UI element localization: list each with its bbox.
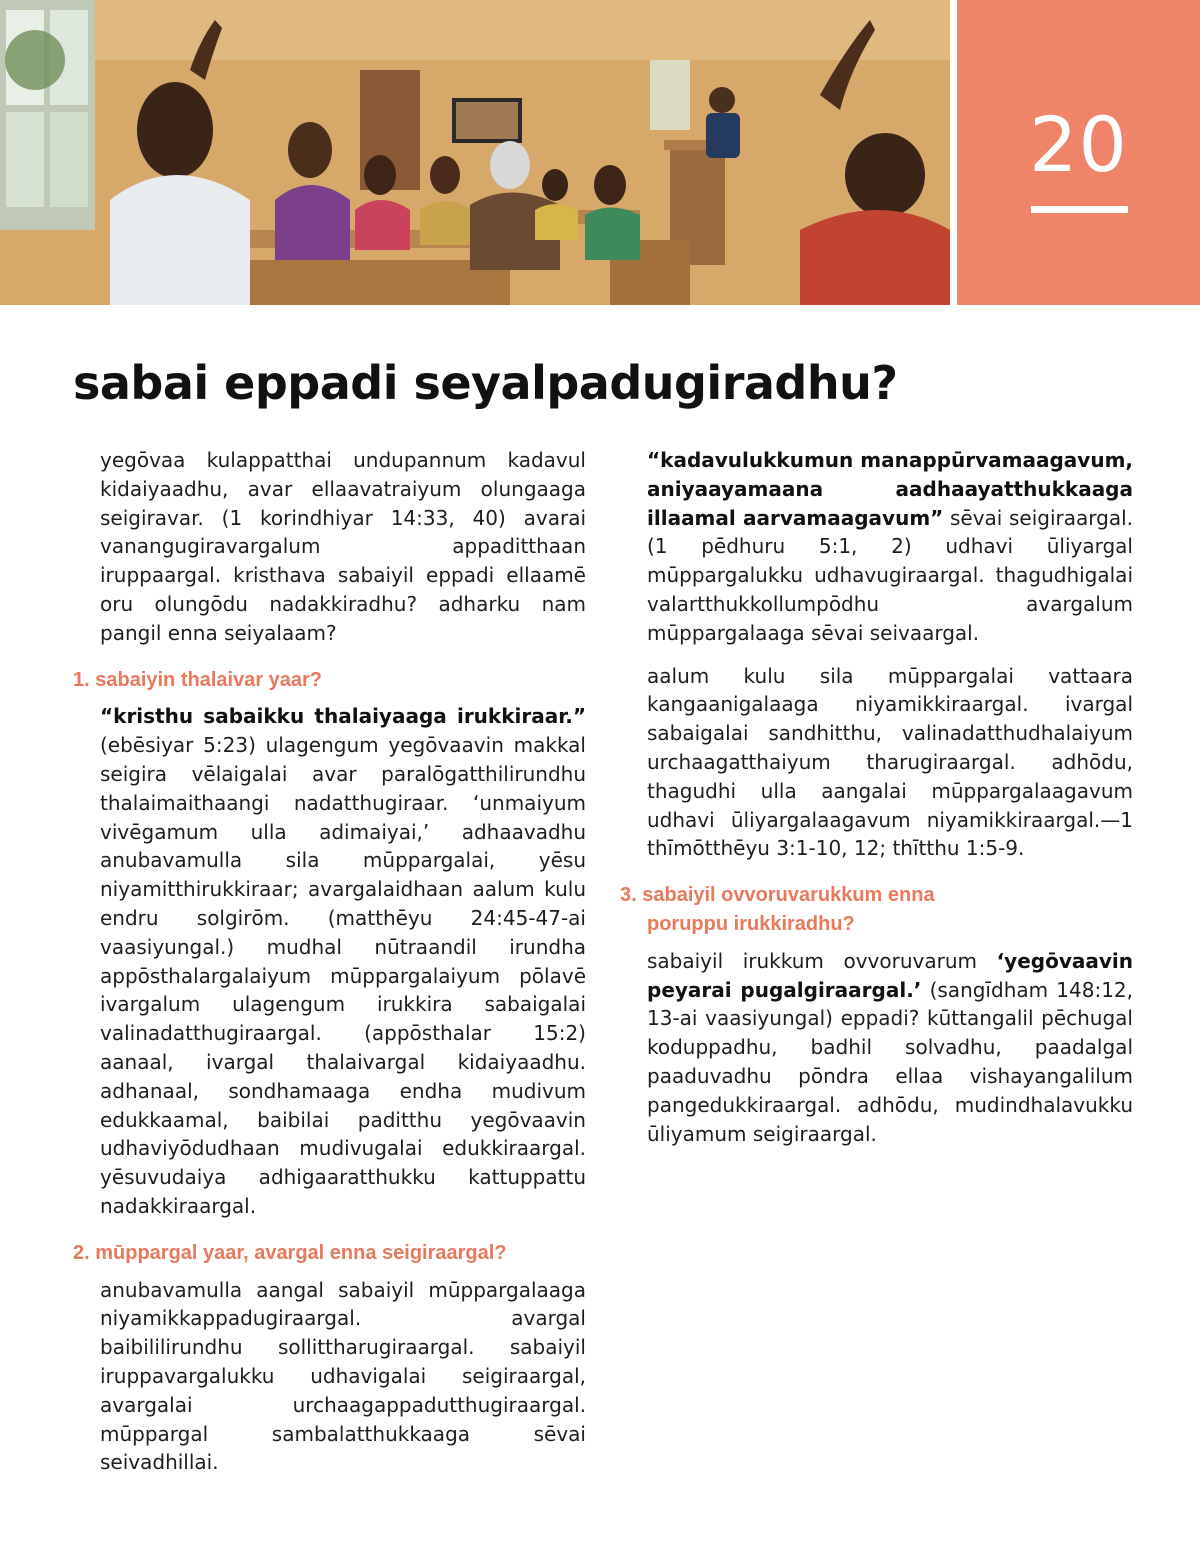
question-2-paragraph-start: anubavamulla aangal sabaiyil mūppargalaaga niyamikkappadugiraargal. avargal baibililirundhu sollittharugiraargal. sabaiyil iruppavargalukku udhavigalai seigiraargal, avargalai urchaagappadutthugiraargal. mūppargal sambalatthukkaaga sēvai seivadhillai. (100, 1277, 586, 1475)
question-3-heading-line2: poruppu irukkiradhu? (647, 912, 855, 935)
question-1-heading: 1. sabaiyin thalaivar yaar? (73, 668, 323, 691)
congregation-meeting-photo (0, 0, 950, 305)
question-1-paragraph (73, 702, 586, 1220)
right-column (620, 446, 1133, 1148)
intro-paragraph: yegōvaa kulappatthai undupannum kadavul kidaiyaadhu, avar ellaavatraiyum olungaaga seigiravar. (1 korindhiyar 14:33, 40) avarai vanangugiravargalum appaditthaan iruppaargal. kristhava sabaiyil eppadi ellaamē oru olungōdu nadakkiradhu? adharku nam pangil enna seiyalaam? (100, 448, 586, 645)
question-2-bold-quote: “kadavulukkumun manappūrvamaagavum, aniyaayamaana aadhaayatthukkaaga illaamal aarvamaagavum” (647, 448, 1133, 530)
question-3-heading (620, 881, 1133, 939)
lesson-number: 20 (1029, 100, 1128, 189)
page-title: sabai eppadi seyalpadugiradhu? (73, 356, 898, 410)
question-3-bold-quote: ‘yegōvaavin peyarai pugalgiraargal.’ (647, 948, 1133, 1002)
question-1-body: (ebēsiyar 5:23) ulagengum yegōvaavin makkal seigira vēlaigalai avar paralōgatthilirundhu thalaimaithaangi nadatthugiraar. ‘unmaiyum vivēgamum ulla adimaiyai,’ adhaavadhu anubavamulla sila mūppargalai, yēsu niyamitthirukkiraar; avargalaidhaan aalum kulu endru solgirōm. (matthēyu 24:45-47-ai vaasiyungal.) mudhal nūtraandil irundha appōsthalargalaiyum mūppargalaiyum pōlavē ivargalum ulagengum irukkira sabaigalai valinadatthugiraargal. (appōsthalar 15:2) aanaal, ivargal thalaivargal kidaiyaadhu. adhanaal, sondhamaaga endha mudivum edukkaamal, baibilai paditthu yegōvaavin udhaviyōdudhaan mudivugalai edukkiraargal. yēsuvudaiya adhigaaratthukku kattuppattu nadakkiraargal. (100, 733, 586, 1218)
question-2-heading: 2. mūppargal yaar, avargal enna seigiraargal? (73, 1241, 507, 1264)
left-column (73, 446, 586, 1477)
question-3-paragraph (620, 947, 1133, 1149)
question-3-body-b: (sangīdham 148:12, 13-ai vaasiyungal) eppadi? kūttangalil pēchugal koduppadhu, badhil solvadhu, paadalgal paaduvadhu pōndra ellaa vishayangalilum pangedukkiraargal. adhōdu, mudindhalavukku ūliyamum seigiraargal. (647, 977, 1134, 1146)
question-2-paragraph-cont (620, 446, 1133, 648)
lesson-number-badge (957, 0, 1200, 305)
question-2-body-b: sēvai seigiraargal. (1 pēdhuru 5:1, 2) udhavi ūliyargal mūppargalukku udhavugiraargal. thagudhigalai valartthukkollumpōdhu avargalum mūppargalaaga sēvai seivaargal. (647, 505, 1133, 645)
lesson-number-underline (1031, 206, 1128, 213)
question-2-paragraph-2: aalum kulu sila mūppargalai vattaara kangaanigalaaga niyamikkiraargal. ivargal sabaigalai sandhitthu, valinadatthudhalaiyum urchaagatthaiyum tharugiraargal. adhōdu, thagudhi ulla aangalai mūppargalaagavum udhavi ūliyargalaagavum niyamikkiraargal.—1 thīmōtthēyu 3:1-10, 12; thītthu 1:5-9. (647, 663, 1133, 861)
question-1-bold-quote: “kristhu sabaikku thalaiyaaga irukkiraar.” (100, 704, 586, 729)
question-3-heading-line1: 3. sabaiyil ovvoruvarukkum enna (620, 884, 935, 907)
header-photo (0, 0, 950, 305)
question-3-body-a: sabaiyil irukkum ovvoruvarum (647, 948, 997, 973)
